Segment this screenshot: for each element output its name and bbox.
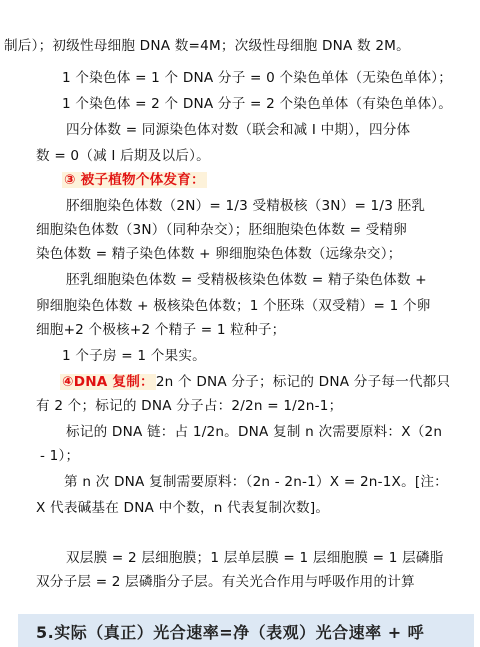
text-line: 第 n 次 DNA 复制需要原料：（2n - 2n-1）X = 2n-1X。[注： xyxy=(64,474,448,490)
text-line: 2n 个 DNA 分子；标记的 DNA 分子每一代都只 xyxy=(155,374,451,390)
text-line: 卵细胞染色体数 + 极核染色体数；1 个胚珠（双受精）= 1 个卵 xyxy=(36,298,431,314)
subheading-plant-development xyxy=(62,170,207,190)
text-line: 标记的 DNA 链：占 1/2n。DNA 复制 n 次需要原料：X（2n xyxy=(66,424,443,440)
text-line: 双层膜 = 2 层细胞膜；1 层单层膜 = 1 层细胞膜 = 1 层磷脂 xyxy=(66,550,444,566)
text-line: 染色体数 = 精子染色体数 + 卵细胞染色体数（远缘杂交）； xyxy=(36,246,402,262)
text-line: 制后）；初级性母细胞 DNA 数=4M；次级性母细胞 DNA 数 2M。 xyxy=(4,38,410,54)
text-line: 1 个子房 = 1 个果实。 xyxy=(62,348,206,364)
text-line: 细胞+2 个极核+2 个精子 = 1 粒种子； xyxy=(36,322,286,338)
subheading-dna-replication: ④DNA 复制： xyxy=(62,374,154,390)
text-line: 双分子层 = 2 层磷脂分子层。有关光合作用与呼吸作用的计算 xyxy=(36,574,415,590)
text-line: 四分体数 = 同源染色体对数（联会和减 I 中期），四分体 xyxy=(66,122,411,138)
text-line: 1 个染色体 = 2 个 DNA 分子 = 2 个染色单体（有染色单体）。 xyxy=(62,96,453,112)
text-line: 有 2 个；标记的 DNA 分子占：2/2n = 1/2n-1； xyxy=(36,398,343,414)
text-line: 1 个染色体 = 1 个 DNA 分子 = 0 个染色单体（无染色单体）； xyxy=(62,70,453,86)
text-line: 细胞染色体数（3N）（同种杂交）；胚细胞染色体数 = 受精卵 xyxy=(36,222,408,238)
text-line: X 代表碱基在 DNA 中个数，n 代表复制次数]。 xyxy=(36,500,330,516)
subheading-plant-development-label: ③ 被子植物个体发育： xyxy=(64,172,205,188)
section-heading: 5.实际（真正）光合速率=净（表观）光合速率 + 呼 xyxy=(36,623,425,642)
text-line: 胚乳细胞染色体数 = 受精极核染色体数 = 精子染色体数 + xyxy=(66,272,427,288)
text-line: - 1）； xyxy=(40,448,80,464)
text-line: 数 = 0（减 I 后期及以后）。 xyxy=(36,148,210,164)
dna-replication-line xyxy=(60,372,450,392)
text-line: 肧细胞染色体数（2N）= 1/3 受精极核（3N）= 1/3 胚乳 xyxy=(66,198,426,214)
